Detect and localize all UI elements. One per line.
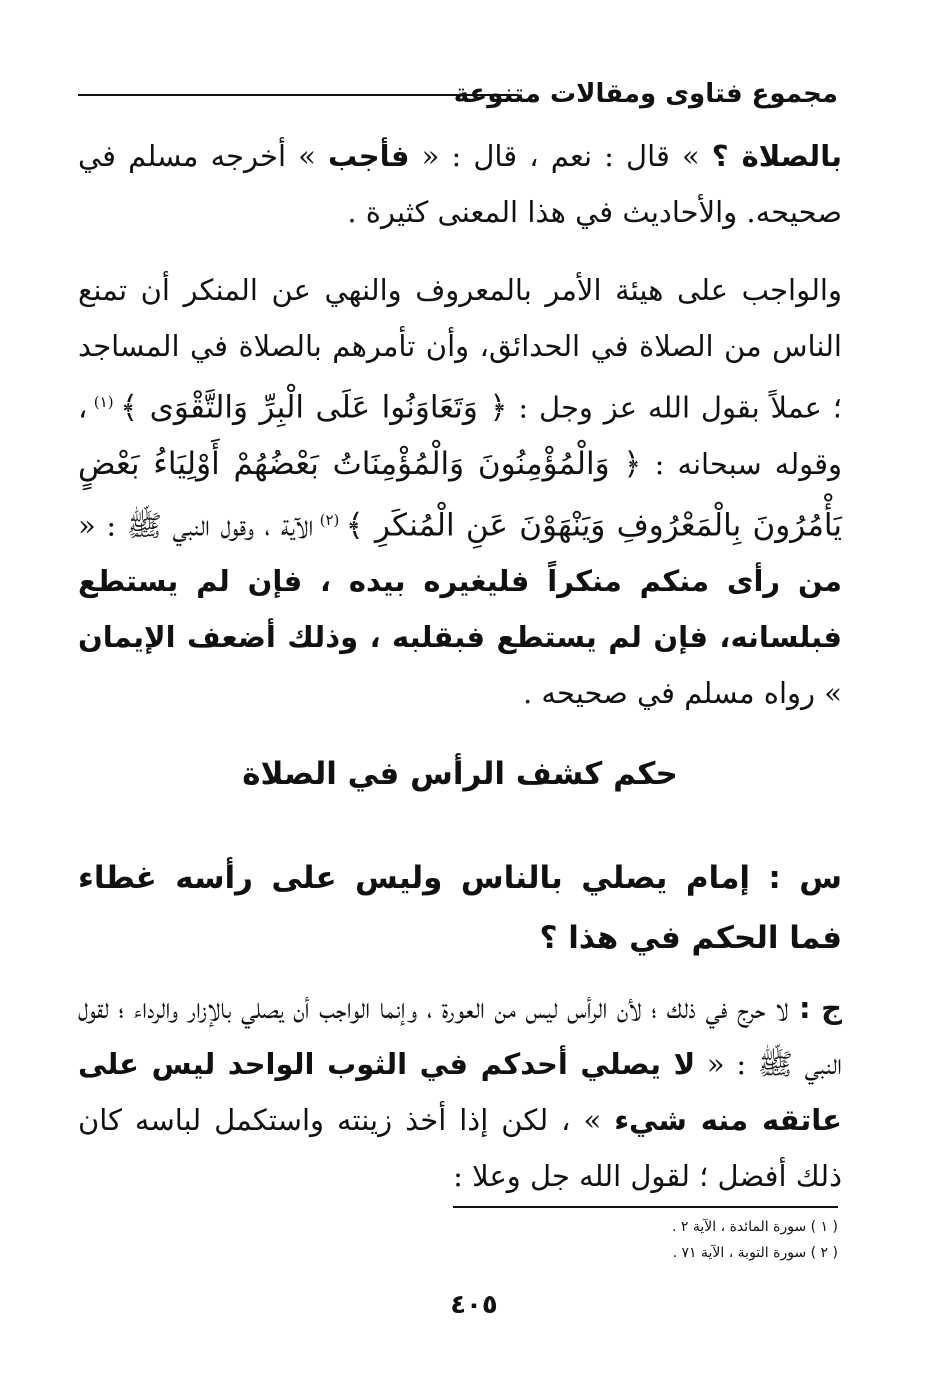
footnote-1: ( ١ ) سورة المائدة ، الآية ٢ . <box>671 1219 838 1235</box>
para1-text-2: » أخرجه مسلم في صحيحه. والأحاديث في هذا المعنى كثيرة . <box>78 139 842 229</box>
footnote-ref-2: (٢) <box>313 510 346 529</box>
header-title: مجموع فتاوى ومقالات متنوعة <box>453 79 838 109</box>
para1-bold-2: فأجب <box>328 139 410 173</box>
para1-bold-1: بالصلاة ؟ <box>711 139 842 173</box>
question-text: س : إمام يصلي بالناس وليس على رأسه غطاء فما الحكم في هذا ؟ <box>78 860 842 956</box>
para2-text-1: والواجب على هيئة الأمر بالمعروف والنهي عن المنكر أن تمنع الناس من الصلاة في الحدائق، وأن تأمرهم بالصلاة في المساجد ؛ عملاً بقول الله عز وجل : <box>78 273 843 425</box>
footnote-2: ( ٢ ) سورة التوبة ، الآية ٧١ . <box>672 1245 838 1261</box>
footnote-ref-1: (١) <box>87 393 120 411</box>
header-rule <box>78 94 518 96</box>
quran-verse-1: ﴿ وَتَعَاوَنُوا عَلَى الْبِرِّ وَالتَّقْوَى ﴾ <box>120 389 508 426</box>
footnote-rule <box>453 1206 838 1208</box>
quran-verse-2: ﴿ وَالْمُؤْمِنُونَ وَالْمُؤْمِنَاتُ بَعْضُهُمْ أَوْلِيَاءُ بَعْضٍ يَأْمُرُونَ بِالْمَعْرُوفِ وَيَنْهَوْنَ عَنِ الْمُنكَرِ ﴾ <box>78 445 843 544</box>
footnotes <box>238 1214 838 1266</box>
answer-hadith: لا يصلي أحدكم في الثوب الواحد ليس على عاتقه منه شيء <box>78 1047 842 1137</box>
paragraph-continuation <box>78 128 842 240</box>
answer-text <box>78 980 842 1204</box>
section-heading: حكم كشف الرأس في الصلاة <box>242 756 678 792</box>
answer-part-2: » ، لكن إذا أخذ زينته واستكمل لباسه كان ذلك أفضل ؛ لقول الله جل وعلا : <box>78 1103 842 1193</box>
answer-marker: ج : <box>788 991 842 1025</box>
paragraph-hisbah <box>78 262 842 721</box>
para1-text-1: » قال : نعم ، قال : « <box>409 139 712 173</box>
hadith-text: من رأى منكم منكراً فليغيره بيده ، فإن لم يستطع فبلسانه، فإن لم يستطع فبقلبه ، وذلك أضعف الإيمان <box>78 564 842 655</box>
para2-text-3: الآية ، وقول النبي ﷺ : « <box>78 508 314 543</box>
answer-part-1: لا حرج في ذلك ؛ لأن الرأس ليس من العورة ، وإنما الواجب أن يصلي بالإزار والرداء ؛ لقول النبي ﷺ : « <box>78 991 842 1081</box>
para2-text-2: ، وقوله سبحانه : <box>78 390 842 481</box>
page-number: ٤٠٥ <box>450 1290 498 1320</box>
running-header <box>78 74 838 114</box>
para2-text-4: » رواه مسلم في صحيحه . <box>522 676 842 711</box>
